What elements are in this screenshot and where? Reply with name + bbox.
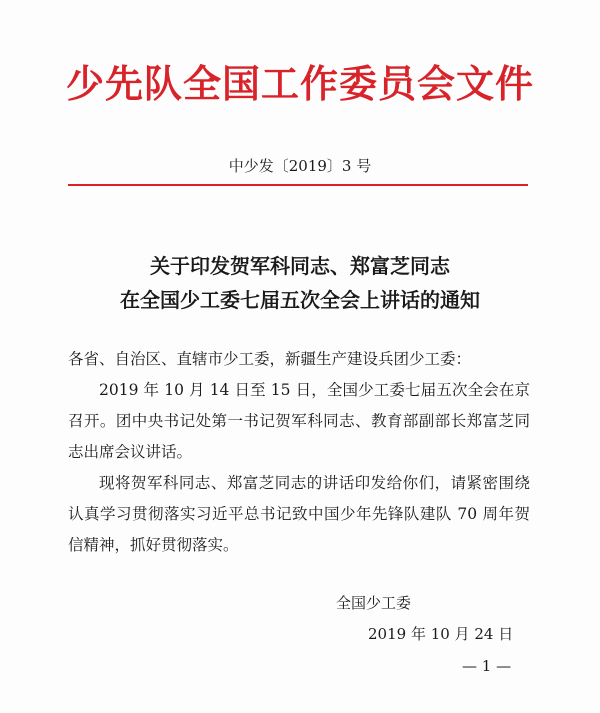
- page-number: — 1 —: [462, 657, 512, 675]
- document-body: [68, 344, 530, 561]
- issuer-header-title: 少先队全国工作委员会文件: [65, 61, 534, 106]
- signature-date: 2019 年 10 月 24 日: [368, 625, 514, 643]
- red-divider-line: [68, 184, 528, 186]
- document-title-line-1: 关于印发贺军科同志、郑富芝同志: [150, 254, 450, 278]
- document-number: 中少发〔2019〕3 号: [228, 157, 372, 175]
- body-paragraph-1: 2019 年 10 月 14 日至 15 日，全国少工委七届五次全会在京召开。团中央书记处第一书记贺军科同志、教育部副部长郑富芝同志出席会议讲话。: [68, 381, 530, 461]
- signature-organization: 全国少工委: [336, 594, 412, 612]
- document-title-line-2: 在全国少工委七届五次全会上讲话的通知: [120, 288, 480, 312]
- body-paragraph-2: 现将贺军科同志、郑富芝同志的讲话印发给你们，请紧密围绕认真学习贯彻落实习近平总书记致中国少年先锋队建队 70 周年贺信精神，抓好贯彻落实。: [68, 474, 530, 554]
- document-title: [0, 249, 600, 317]
- salutation: 各省、自治区、直辖市少工委，新疆生产建设兵团少工委：: [68, 350, 472, 368]
